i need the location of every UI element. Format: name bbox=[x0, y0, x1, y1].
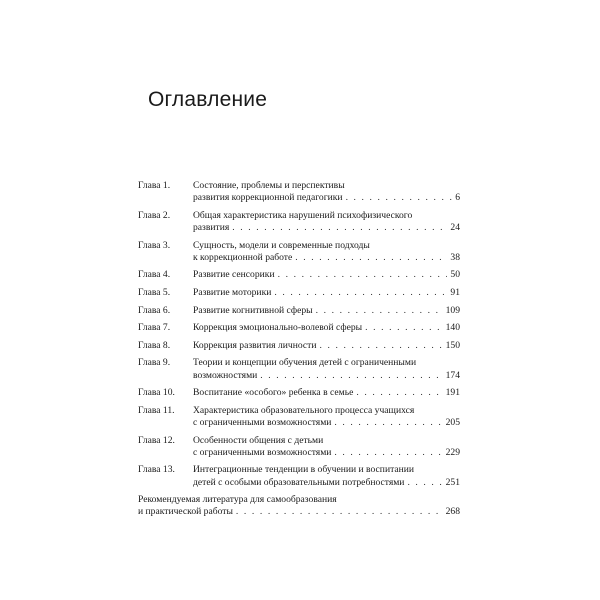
page-number: 140 bbox=[445, 322, 460, 334]
chapter-title-line: Развитие моторики bbox=[193, 286, 272, 298]
dot-leader bbox=[232, 222, 447, 234]
chapter-title-line: Развитие сенсорики bbox=[193, 269, 275, 281]
chapter-number: Глава 7. bbox=[138, 322, 171, 334]
toc-entry[interactable] bbox=[138, 180, 460, 204]
chapter-title-line: с ограниченными возможностями bbox=[193, 416, 332, 428]
toc-entry[interactable] bbox=[138, 305, 460, 317]
chapter-title-line: к коррекционной работе bbox=[193, 251, 293, 263]
dot-leader bbox=[274, 287, 447, 299]
page-number: 229 bbox=[445, 446, 460, 458]
dot-leader bbox=[295, 252, 447, 264]
page-number: 205 bbox=[445, 416, 460, 428]
page-number: 268 bbox=[445, 506, 460, 518]
toc-entry[interactable] bbox=[138, 340, 460, 352]
chapter-number: Глава 10. bbox=[138, 387, 175, 399]
chapter-title-line: Состояние, проблемы и перспективы bbox=[193, 180, 345, 191]
chapter-title-line: Общая характеристика нарушений психофизического bbox=[193, 209, 413, 221]
page-number: 38 bbox=[450, 251, 460, 263]
toc-entry[interactable] bbox=[138, 357, 460, 381]
chapter-title-line: развития коррекционной педагогики bbox=[193, 192, 343, 204]
dot-leader bbox=[334, 447, 442, 459]
chapter-number: Глава 5. bbox=[138, 286, 171, 298]
toc-entry[interactable] bbox=[138, 240, 460, 264]
dot-leader bbox=[236, 506, 443, 518]
toc-entry[interactable] bbox=[138, 405, 460, 429]
chapter-title-line: Характеристика образовательного процесса учащихся bbox=[193, 404, 415, 416]
chapter-number: Глава 3. bbox=[138, 239, 171, 251]
toc-entry[interactable] bbox=[138, 269, 460, 281]
page-number: 109 bbox=[445, 304, 460, 316]
chapter-number: Глава 13. bbox=[138, 464, 175, 476]
dot-leader bbox=[319, 340, 442, 352]
dot-leader bbox=[407, 477, 442, 489]
page-number: 6 bbox=[455, 192, 460, 204]
recommended-title-line: Рекомендуемая литература для самообразования bbox=[138, 494, 337, 506]
chapter-title-line: Теории и концепции обучения детей с ограниченными bbox=[193, 357, 417, 369]
chapter-number: Глава 1. bbox=[138, 180, 171, 191]
dot-leader bbox=[365, 322, 443, 334]
chapter-title-line: Коррекция развития личности bbox=[193, 339, 317, 351]
page-number: 91 bbox=[450, 286, 460, 298]
toc-entry[interactable] bbox=[138, 464, 460, 488]
toc-entry[interactable] bbox=[138, 287, 460, 299]
chapter-number: Глава 9. bbox=[138, 357, 171, 369]
toc-entry-recommended-literature[interactable] bbox=[138, 494, 460, 518]
chapter-title-line: Интеграционные тенденции в обучении и воспитании bbox=[193, 464, 415, 476]
toc-entry[interactable] bbox=[138, 210, 460, 234]
toc-entry[interactable] bbox=[138, 435, 460, 459]
chapter-title-line: развития bbox=[193, 222, 230, 233]
dot-leader bbox=[278, 269, 448, 281]
chapter-number: Глава 4. bbox=[138, 269, 171, 281]
page-number: 251 bbox=[445, 476, 460, 488]
chapter-number: Глава 11. bbox=[138, 404, 175, 416]
chapter-title-line: возможностями bbox=[193, 369, 258, 381]
chapter-title-line: Воспитание «особого» ребенка в семье bbox=[193, 387, 354, 399]
chapter-title-line: Особенности общения с детьми bbox=[193, 434, 324, 446]
dot-leader bbox=[260, 370, 442, 382]
chapter-title-line: с ограниченными возможностями bbox=[193, 446, 332, 458]
dot-leader bbox=[356, 387, 442, 399]
dot-leader bbox=[316, 305, 443, 317]
chapter-title-line: Коррекция эмоционально-волевой сферы bbox=[193, 322, 363, 334]
page-number: 191 bbox=[445, 387, 460, 399]
page-number: 150 bbox=[445, 339, 460, 351]
chapter-number: Глава 6. bbox=[138, 304, 171, 316]
page-number: 174 bbox=[445, 369, 460, 381]
toc-entry[interactable] bbox=[138, 387, 460, 399]
recommended-title-line: и практической работы bbox=[138, 506, 233, 518]
table-of-contents bbox=[138, 180, 460, 524]
chapter-title-line: Сущность, модели и современные подходы bbox=[193, 239, 370, 251]
page-number: 24 bbox=[450, 222, 460, 233]
chapter-title-line: детей с особыми образовательными потребностями bbox=[193, 476, 405, 488]
page-number: 50 bbox=[450, 269, 460, 281]
dot-leader bbox=[334, 417, 442, 429]
chapter-title-line: Развитие когнитивной сферы bbox=[193, 304, 313, 316]
chapter-number: Глава 8. bbox=[138, 339, 171, 351]
toc-entry[interactable] bbox=[138, 322, 460, 334]
page-title: Оглавление bbox=[148, 88, 268, 111]
chapter-number: Глава 12. bbox=[138, 434, 175, 446]
chapter-number: Глава 2. bbox=[138, 209, 171, 221]
dot-leader bbox=[346, 192, 453, 204]
